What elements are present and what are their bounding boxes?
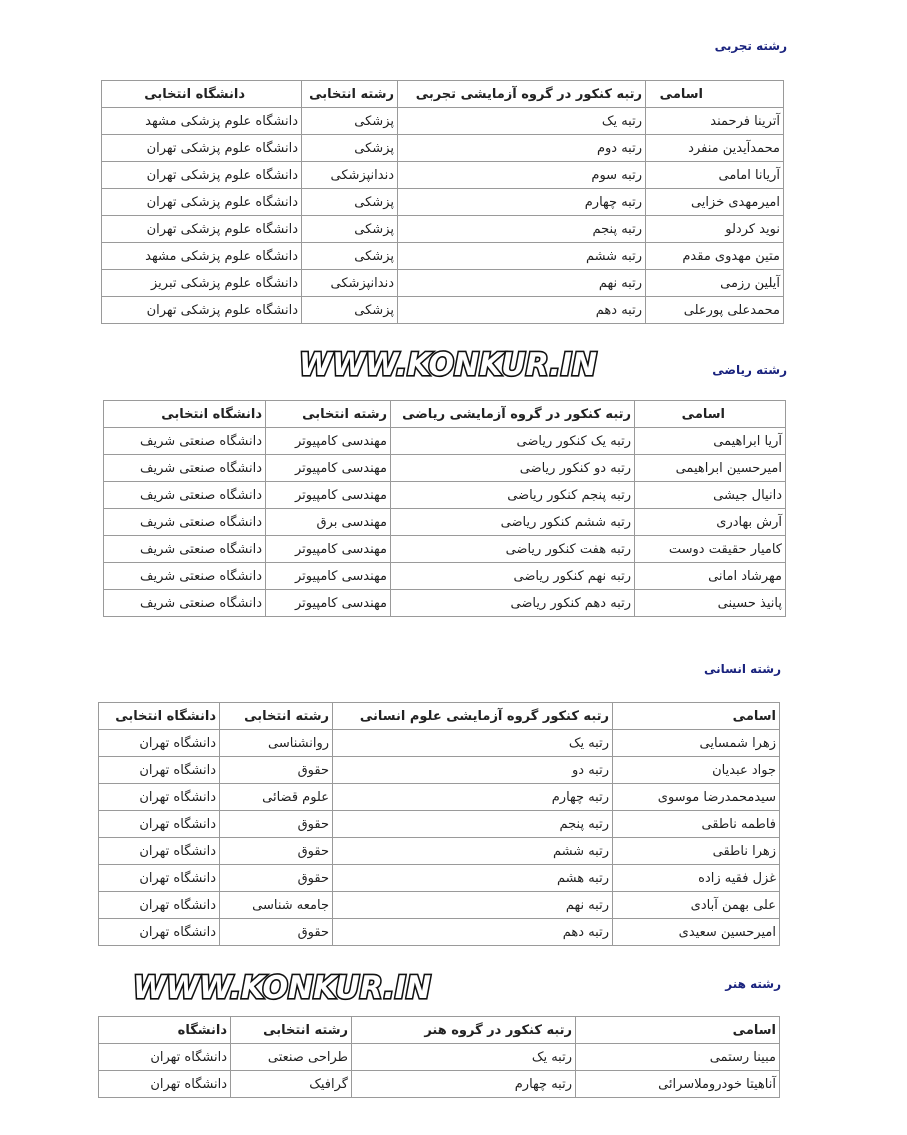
cell-major: پزشکی [302, 189, 398, 216]
cell-name: آیلین رزمی [646, 270, 784, 297]
table-row [104, 563, 786, 590]
cell-rank: رتبه نهم [398, 270, 646, 297]
cell-major: روانشناسی [220, 730, 333, 757]
table-riazi [103, 400, 786, 617]
table-row [99, 865, 780, 892]
cell-major: گرافیک [231, 1071, 352, 1098]
section-title-ensani: رشته انسانی [703, 662, 781, 676]
cell-major: حقوق [220, 919, 333, 946]
cell-rank: رتبه ششم کنکور ریاضی [391, 509, 635, 536]
table-header-row [99, 703, 780, 730]
table-row [104, 482, 786, 509]
table-ensani [98, 702, 780, 946]
cell-university: دانشگاه علوم پزشکی مشهد [102, 243, 302, 270]
table-row [99, 757, 780, 784]
cell-university: دانشگاه تهران [99, 865, 220, 892]
cell-university: دانشگاه علوم پزشکی تهران [102, 135, 302, 162]
table-row [102, 162, 784, 189]
cell-university: دانشگاه تهران [99, 838, 220, 865]
cell-university: دانشگاه صنعتی شریف [104, 428, 266, 455]
header-names: اسامی [576, 1017, 780, 1044]
table-row [99, 919, 780, 946]
table-row [104, 428, 786, 455]
cell-university: دانشگاه تهران [99, 1071, 231, 1098]
cell-university: دانشگاه علوم پزشکی تهران [102, 297, 302, 324]
cell-university: دانشگاه تهران [99, 811, 220, 838]
cell-university: دانشگاه علوم پزشکی مشهد [102, 108, 302, 135]
table-row [102, 243, 784, 270]
cell-major: مهندسی کامپیوتر [266, 428, 391, 455]
cell-rank: رتبه دهم [333, 919, 613, 946]
cell-major: مهندسی کامپیوتر [266, 536, 391, 563]
cell-rank: رتبه دوم [398, 135, 646, 162]
cell-major: پزشکی [302, 216, 398, 243]
cell-major: مهندسی برق [266, 509, 391, 536]
cell-name: امیرحسین سعیدی [613, 919, 780, 946]
cell-name: دانیال جیشی [635, 482, 786, 509]
cell-rank: رتبه نهم [333, 892, 613, 919]
watermark-logo [296, 344, 600, 384]
cell-university: دانشگاه علوم پزشکی تهران [102, 162, 302, 189]
watermark-text: WWW.KONKUR.IN [133, 970, 432, 1006]
cell-name: آریانا امامی [646, 162, 784, 189]
cell-name: سیدمحمدرضا موسوی [613, 784, 780, 811]
cell-major: پزشکی [302, 108, 398, 135]
cell-name: محمدعلی پورعلی [646, 297, 784, 324]
cell-name: غزل فقیه زاده [613, 865, 780, 892]
cell-major: مهندسی کامپیوتر [266, 590, 391, 617]
table-row [99, 1071, 780, 1098]
cell-university: دانشگاه تهران [99, 730, 220, 757]
cell-rank: رتبه پنجم [333, 811, 613, 838]
cell-rank: رتبه هشم [333, 865, 613, 892]
cell-rank: رتبه سوم [398, 162, 646, 189]
watermark-text: WWW.KONKUR.IN [299, 347, 598, 383]
cell-major: حقوق [220, 757, 333, 784]
cell-name: نوید کردلو [646, 216, 784, 243]
header-names: اسامی [635, 401, 786, 428]
cell-rank: رتبه دو [333, 757, 613, 784]
section-title-riazi: رشته ریاضی [712, 363, 787, 377]
cell-name: مبینا رستمی [576, 1044, 780, 1071]
section-title-tajrobi: رشته تجربی [714, 39, 787, 53]
cell-name: کامیار حقیقت دوست [635, 536, 786, 563]
cell-university: دانشگاه تهران [99, 1044, 231, 1071]
table-row [102, 135, 784, 162]
table-row [99, 838, 780, 865]
cell-major: حقوق [220, 811, 333, 838]
cell-rank: رتبه پنجم [398, 216, 646, 243]
header-major: رشته انتخابی [266, 401, 391, 428]
cell-major: حقوق [220, 865, 333, 892]
cell-name: آریا ابراهیمی [635, 428, 786, 455]
cell-rank: رتبه یک کنکور ریاضی [391, 428, 635, 455]
cell-major: دندانپزشکی [302, 162, 398, 189]
cell-university: دانشگاه تهران [99, 919, 220, 946]
cell-major: مهندسی کامپیوتر [266, 482, 391, 509]
table-row [104, 536, 786, 563]
cell-university: دانشگاه صنعتی شریف [104, 563, 266, 590]
cell-name: جواد عبدیان [613, 757, 780, 784]
table-row [99, 892, 780, 919]
header-university: دانشگاه [99, 1017, 231, 1044]
header-rank: رتبه کنکور در گروه آزمایشی تجربی [398, 81, 646, 108]
table-row [99, 784, 780, 811]
cell-rank: رتبه دهم کنکور ریاضی [391, 590, 635, 617]
cell-name: آرش بهادری [635, 509, 786, 536]
header-names: اسامی [646, 81, 784, 108]
cell-major: جامعه شناسی [220, 892, 333, 919]
cell-name: متین مهدوی مقدم [646, 243, 784, 270]
table-row [99, 811, 780, 838]
cell-name: علی بهمن آبادی [613, 892, 780, 919]
table-row [104, 590, 786, 617]
cell-university: دانشگاه تهران [99, 784, 220, 811]
cell-university: دانشگاه صنعتی شریف [104, 509, 266, 536]
cell-university: دانشگاه صنعتی شریف [104, 455, 266, 482]
header-rank: رتبه کنکور در گروه هنر [352, 1017, 576, 1044]
cell-name: مهرشاد امانی [635, 563, 786, 590]
cell-name: محمدآیدین منفرد [646, 135, 784, 162]
cell-university: دانشگاه صنعتی شریف [104, 482, 266, 509]
table-row [99, 1044, 780, 1071]
table-row [102, 297, 784, 324]
cell-major: پزشکی [302, 135, 398, 162]
cell-university: دانشگاه صنعتی شریف [104, 536, 266, 563]
cell-rank: رتبه چهارم [333, 784, 613, 811]
cell-name: پانیذ حسینی [635, 590, 786, 617]
cell-major: حقوق [220, 838, 333, 865]
table-header-row [99, 1017, 780, 1044]
table-tajrobi [101, 80, 784, 324]
header-major: رشته انتخابی [302, 81, 398, 108]
table-row [99, 730, 780, 757]
cell-university: دانشگاه تهران [99, 757, 220, 784]
cell-rank: رتبه هفت کنکور ریاضی [391, 536, 635, 563]
cell-rank: رتبه نهم کنکور ریاضی [391, 563, 635, 590]
table-row [102, 270, 784, 297]
cell-rank: رتبه چهارم [352, 1071, 576, 1098]
cell-name: آناهیتا خودروملاسرائی [576, 1071, 780, 1098]
cell-university: دانشگاه علوم پزشکی تبریز [102, 270, 302, 297]
watermark-logo [130, 967, 434, 1007]
table-honar [98, 1016, 780, 1098]
cell-rank: رتبه پنجم کنکور ریاضی [391, 482, 635, 509]
table-header-row [102, 81, 784, 108]
cell-name: زهرا ناطقی [613, 838, 780, 865]
header-rank: رتبه کنکور گروه آزمایشی علوم انسانی [333, 703, 613, 730]
cell-name: زهرا شمسایی [613, 730, 780, 757]
table-row [104, 455, 786, 482]
cell-name: امیرحسین ابراهیمی [635, 455, 786, 482]
table-row [104, 509, 786, 536]
cell-university: دانشگاه تهران [99, 892, 220, 919]
cell-major: پزشکی [302, 297, 398, 324]
header-major: رشته انتخابی [220, 703, 333, 730]
header-rank: رتبه کنکور در گروه آزمایشی ریاضی [391, 401, 635, 428]
table-row [102, 189, 784, 216]
cell-university: دانشگاه علوم پزشکی تهران [102, 216, 302, 243]
cell-major: علوم قضائی [220, 784, 333, 811]
cell-rank: رتبه چهارم [398, 189, 646, 216]
cell-rank: رتبه دو کنکور ریاضی [391, 455, 635, 482]
cell-major: پزشکی [302, 243, 398, 270]
cell-rank: رتبه دهم [398, 297, 646, 324]
table-header-row [104, 401, 786, 428]
cell-rank: رتبه ششم [333, 838, 613, 865]
cell-major: طراحی صنعتی [231, 1044, 352, 1071]
cell-name: آترینا فرحمند [646, 108, 784, 135]
cell-university: دانشگاه صنعتی شریف [104, 590, 266, 617]
cell-rank: رتبه یک [398, 108, 646, 135]
cell-rank: رتبه یک [352, 1044, 576, 1071]
cell-name: فاطمه ناطقی [613, 811, 780, 838]
cell-rank: رتبه ششم [398, 243, 646, 270]
header-major: رشته انتخابی [231, 1017, 352, 1044]
header-university: دانشگاه انتخابی [104, 401, 266, 428]
header-names: اسامی [613, 703, 780, 730]
cell-major: مهندسی کامپیوتر [266, 563, 391, 590]
header-university: دانشگاه انتخابی [99, 703, 220, 730]
cell-name: امیرمهدی خزایی [646, 189, 784, 216]
cell-rank: رتبه یک [333, 730, 613, 757]
cell-university: دانشگاه علوم پزشکی تهران [102, 189, 302, 216]
cell-major: مهندسی کامپیوتر [266, 455, 391, 482]
section-title-honar: رشته هنر [725, 977, 781, 991]
cell-major: دندانپزشکی [302, 270, 398, 297]
header-university: دانشگاه انتخابی [102, 81, 302, 108]
table-row [102, 216, 784, 243]
table-row [102, 108, 784, 135]
